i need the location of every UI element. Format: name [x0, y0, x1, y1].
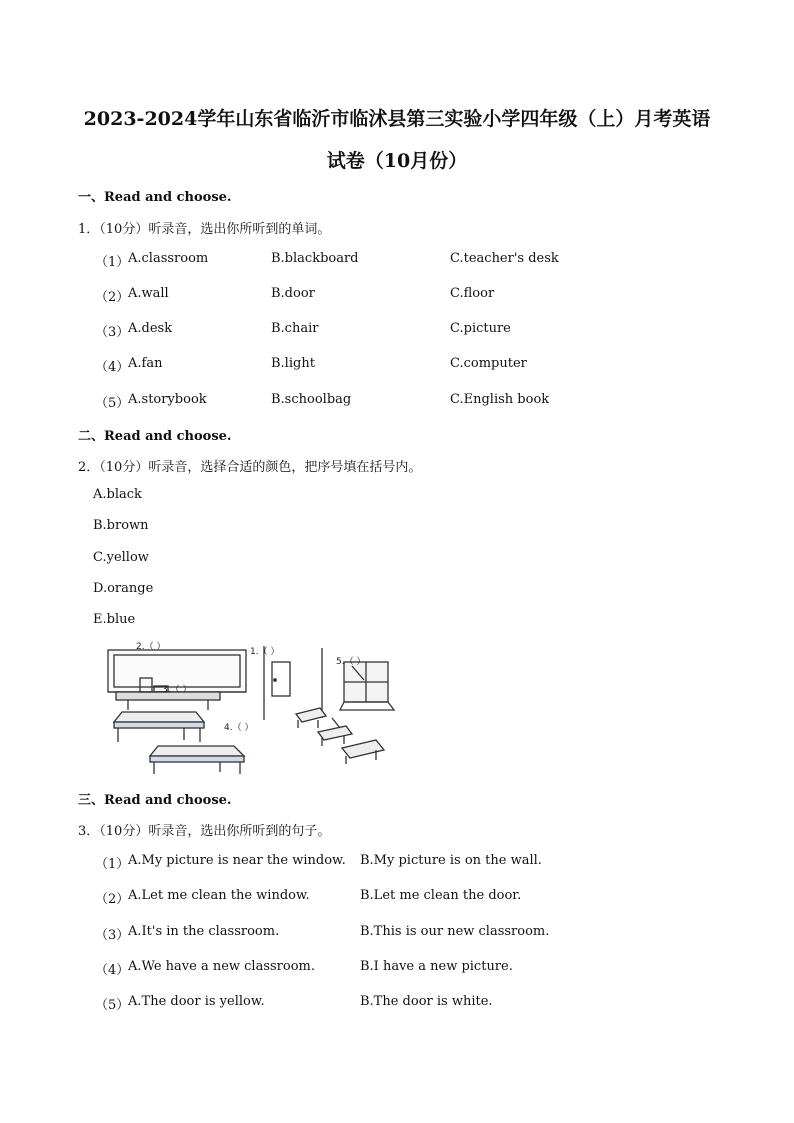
color-option-yellow[interactable]: C.yellow: [93, 550, 149, 565]
q1-row-2-num: （2）: [95, 290, 130, 305]
q3-row-1-num: （1）: [95, 857, 130, 872]
section-3-heading: 三、Read and choose.: [78, 793, 232, 808]
page-title-line-1: 2023-2024学年山东省临沂市临沭县第三实验小学四年级（上）月考英语: [83, 108, 711, 130]
q3-row-3-option-b[interactable]: B.This is our new classroom.: [360, 924, 550, 939]
q1-row-3-option-b[interactable]: B.chair: [271, 321, 319, 336]
q1-row-1-num: （1）: [95, 255, 130, 270]
figure-label-4[interactable]: 4.（ ）: [224, 723, 254, 733]
desk-figure-4: [150, 746, 244, 774]
section-1-heading: 一、Read and choose.: [78, 190, 232, 205]
q3-row-5-option-a[interactable]: A.The door is yellow.: [128, 994, 265, 1009]
question-3-text: 3．（10分）听录音，选出你所听到的句子。: [78, 824, 331, 839]
door-figure: [264, 646, 290, 720]
q3-row-1-option-b[interactable]: B.My picture is on the wall.: [360, 853, 542, 868]
question-2-text: 2．（10分）听录音，选择合适的颜色，把序号填在括号内。: [78, 460, 422, 475]
q3-row-4-num: （4）: [95, 963, 130, 978]
q1-row-5-num: （5）: [95, 396, 130, 411]
q1-row-4-option-b[interactable]: B.light: [271, 356, 315, 371]
q1-row-1-option-a[interactable]: A.classroom: [128, 251, 209, 266]
q3-row-1-option-a[interactable]: A.My picture is near the window.: [128, 853, 346, 868]
q3-row-5-option-b[interactable]: B.The door is white.: [360, 994, 493, 1009]
q3-row-5-num: （5）: [95, 998, 130, 1013]
q1-row-2-option-a[interactable]: A.wall: [128, 286, 169, 301]
q1-row-2-option-b[interactable]: B.door: [271, 286, 315, 301]
window-figure: [340, 662, 394, 710]
q1-row-2-option-c[interactable]: C.floor: [450, 286, 495, 301]
color-option-orange[interactable]: D.orange: [93, 581, 154, 596]
q3-row-4-option-b[interactable]: B.I have a new picture.: [360, 959, 513, 974]
q1-row-4-option-c[interactable]: C.computer: [450, 356, 527, 371]
q3-row-2-option-b[interactable]: B.Let me clean the door.: [360, 888, 522, 903]
color-option-blue[interactable]: E.blue: [93, 612, 136, 627]
q1-row-5-option-c[interactable]: C.English book: [450, 392, 550, 407]
q1-row-1-option-b[interactable]: B.blackboard: [271, 251, 359, 266]
q3-row-3-num: （3）: [95, 928, 130, 943]
figure-label-5[interactable]: 5.（ ）: [336, 657, 366, 667]
chairs-figure: [296, 708, 384, 764]
classroom-illustration: [100, 640, 400, 780]
figure-label-3[interactable]: 3.（ ）: [162, 685, 192, 695]
q3-row-4-option-a[interactable]: A.We have a new classroom.: [128, 959, 316, 974]
q3-row-2-option-a[interactable]: A.Let me clean the window.: [128, 888, 310, 903]
q1-row-4-num: （4）: [95, 360, 130, 375]
figure-label-1[interactable]: 1.（ ）: [250, 647, 280, 657]
q3-row-2-num: （2）: [95, 892, 130, 907]
q1-row-3-option-a[interactable]: A.desk: [128, 321, 173, 336]
color-option-brown[interactable]: B.brown: [93, 518, 149, 533]
q1-row-4-option-a[interactable]: A.fan: [128, 356, 163, 371]
page-title-line-2: 试卷（10月份）: [326, 150, 468, 172]
q1-row-1-option-c[interactable]: C.teacher's desk: [450, 251, 559, 266]
q3-row-3-option-a[interactable]: A.It's in the classroom.: [128, 924, 280, 939]
figure-label-2[interactable]: 2.（ ）: [136, 642, 166, 652]
color-option-black[interactable]: A.black: [93, 487, 142, 502]
q1-row-3-option-c[interactable]: C.picture: [450, 321, 511, 336]
q1-row-3-num: （3）: [95, 325, 130, 340]
section-2-heading: 二、Read and choose.: [78, 429, 232, 444]
q1-row-5-option-b[interactable]: B.schoolbag: [271, 392, 352, 407]
question-1-text: 1．（10分）听录音，选出你所听到的单词。: [78, 222, 331, 237]
q1-row-5-option-a[interactable]: A.storybook: [128, 392, 207, 407]
desk-figure-3: [114, 712, 204, 742]
